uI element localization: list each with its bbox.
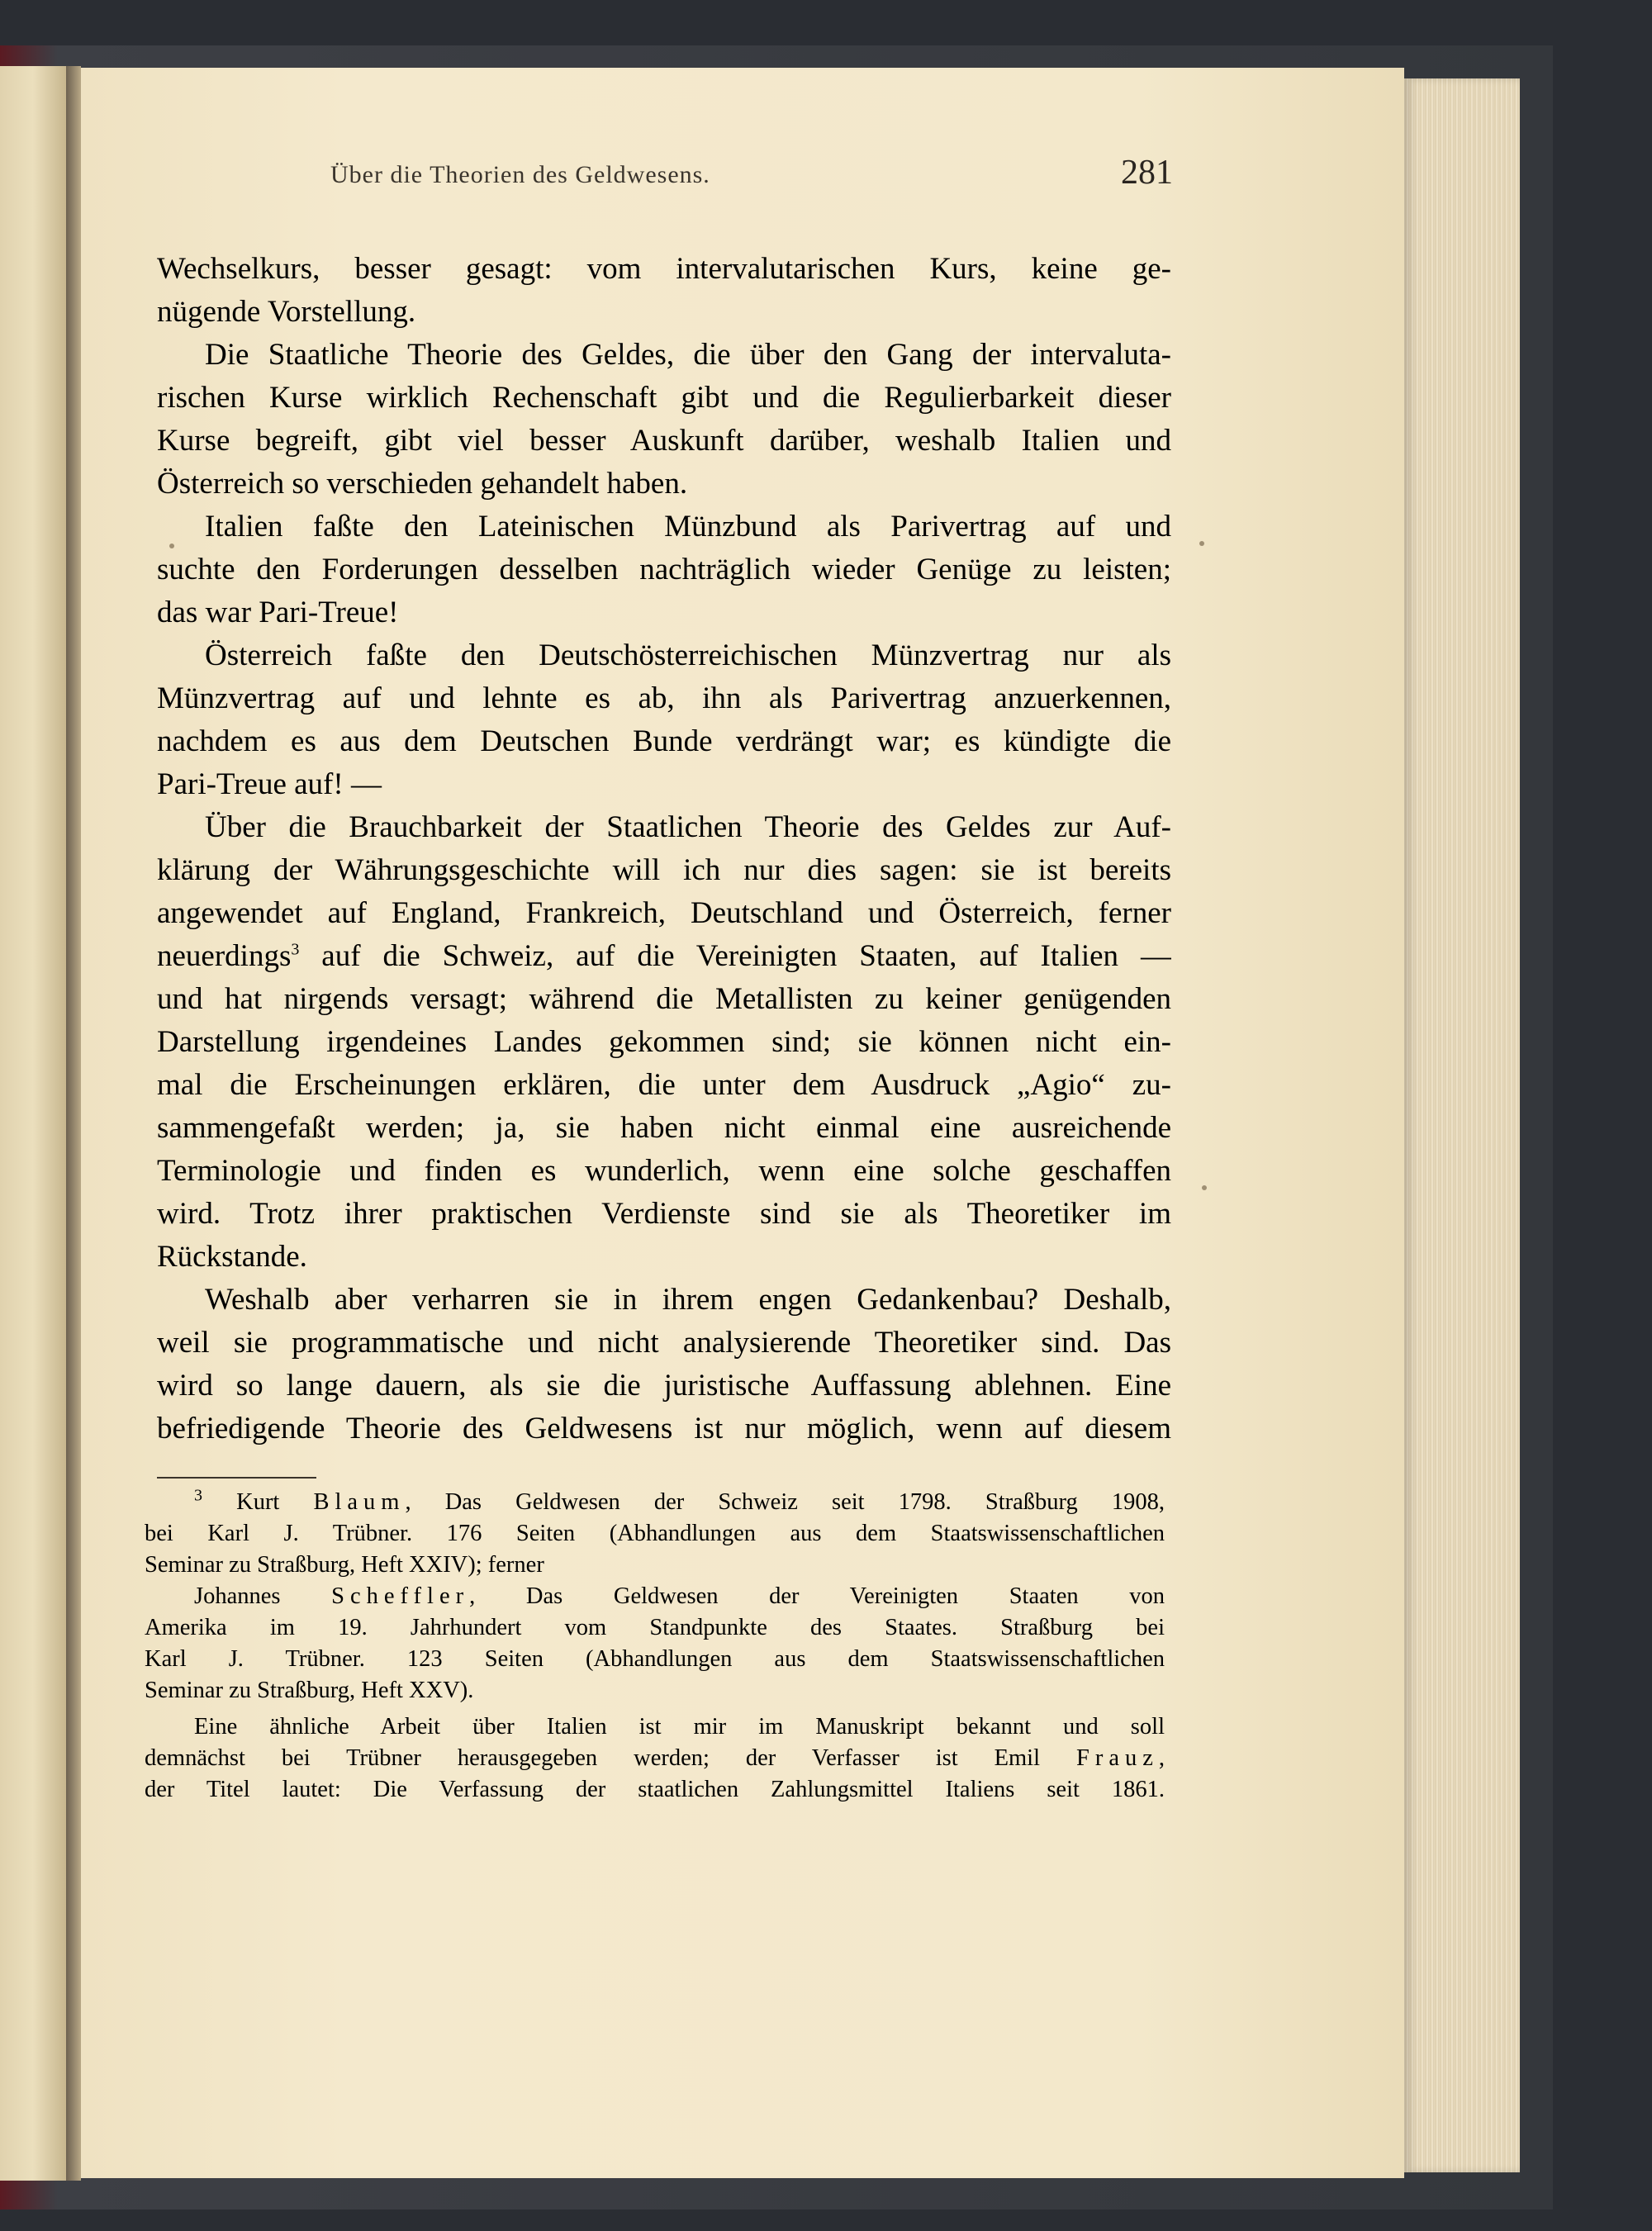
- text-line: Über die Brauchbarkeit der Staatlichen Theorie des Geldes zur Auf-: [205, 810, 1171, 844]
- author-last-name: Blaum: [313, 1489, 406, 1515]
- text-line: Österreich faßte den Deutschösterreichischen Münzvertrag nur als: [205, 638, 1171, 672]
- text-line: Italien faßte den Lateinischen Münzbund als Parivertrag auf und: [205, 510, 1171, 544]
- page-number: 281: [1121, 154, 1173, 192]
- text-line: und hat nirgends versagt; während die Metallisten zu keiner genügenden: [157, 982, 1171, 1016]
- running-title: Über die Theorien des Geldwesens.: [330, 161, 710, 188]
- author-first-name: Johannes: [194, 1583, 281, 1609]
- text-line: rischen Kurse wirklich Rechenschaft gibt und die Regulierbarkeit dieser: [157, 381, 1171, 415]
- footnote-line: der Titel lautet: Die Verfassung der staatlichen Zahlungsmittel Italiens seit 1861.: [145, 1777, 1165, 1802]
- text-line: das war Pari-Treue!: [157, 596, 399, 629]
- text-line-with-footnote-ref: [157, 935, 1171, 978]
- footnote-punct: ,: [1158, 1745, 1165, 1771]
- footnote-line: Seminar zu Straßburg, Heft XXIV); ferner: [145, 1552, 544, 1578]
- text-line-rest: auf die Schweiz, auf die Vereinigten Staaten, auf Italien —: [321, 939, 1171, 973]
- margin-dot: [1202, 1185, 1207, 1190]
- facing-page-edge: [0, 66, 66, 2181]
- text-line: befriedigende Theorie des Geldwesens ist nur möglich, wenn auf diesem: [157, 1412, 1171, 1445]
- author-first-name: Kurt: [236, 1489, 280, 1515]
- footnote-line: [145, 1743, 1165, 1774]
- text-line: Kurse begreift, gibt viel besser Auskunft darüber, weshalb Italien und: [157, 424, 1171, 458]
- text-line: Münzvertrag auf und lehnte es ab, ihn als Parivertrag anzuerkennen,: [157, 681, 1171, 715]
- footnote-divider: [157, 1477, 316, 1479]
- footnote-line: bei Karl J. Trübner. 176 Seiten (Abhandlungen aus dem Staatswissenschaftlichen: [145, 1521, 1165, 1546]
- author-last-name: Scheffler: [331, 1583, 470, 1609]
- text-line: nügende Vorstellung.: [157, 295, 416, 329]
- text-line: weil sie programmatische und nicht analysierende Theoretiker sind. Das: [157, 1326, 1171, 1360]
- text-line: Rückstande.: [157, 1240, 307, 1274]
- page-block-edges: [1404, 78, 1520, 2172]
- page-header: [330, 145, 1173, 194]
- margin-dot: [169, 544, 174, 548]
- footnote-line: Seminar zu Straßburg, Heft XXV).: [145, 1678, 474, 1703]
- footnote-marker: 3: [194, 1487, 202, 1505]
- text-line: Die Staatliche Theorie des Geldes, die über den Gang der intervaluta-: [205, 338, 1171, 372]
- text-line: wird. Trotz ihrer praktischen Verdienste sind sie als Theoretiker im: [157, 1197, 1171, 1231]
- author-name: Frauz: [1075, 1745, 1159, 1771]
- word-neuerdings: neuerdings: [157, 939, 292, 973]
- text-line: Wechselkurs, besser gesagt: vom intervalutarischen Kurs, keine ge-: [157, 252, 1171, 286]
- text-line: angewendet auf England, Frankreich, Deutschland und Österreich, ferner: [157, 896, 1171, 930]
- footnote-text: demnächst bei Trübner herausgegeben werden; der Verfasser ist Emil: [145, 1745, 1041, 1771]
- main-text: [157, 248, 1171, 1450]
- footnote-line: [145, 1487, 1165, 1518]
- text-line: mal die Erscheinungen erklären, die unter dem Ausdruck „Agio“ zu-: [157, 1068, 1171, 1102]
- footnote-reference[interactable]: 3: [291, 940, 300, 959]
- footnote-line: Amerika im 19. Jahrhundert vom Standpunkte des Staates. Straßburg bei: [145, 1615, 1165, 1640]
- text-line: klärung der Währungsgeschichte will ich nur dies sagen: sie ist bereits: [157, 853, 1171, 887]
- margin-dot: [1199, 541, 1204, 546]
- text-line: Darstellung irgendeines Landes gekommen sind; sie können nicht ein-: [157, 1025, 1171, 1059]
- text-line: nachdem es aus dem Deutschen Bunde verdrängt war; es kündigte die: [157, 724, 1171, 758]
- footnote-line: Karl J. Trübner. 123 Seiten (Abhandlungen aus dem Staatswissenschaftlichen: [145, 1646, 1165, 1672]
- text-line: Österreich so verschieden gehandelt haben.: [157, 467, 688, 501]
- book-gutter: [66, 66, 81, 2181]
- text-line: wird so lange dauern, als sie die juristische Auffassung ablehnen. Eine: [157, 1369, 1171, 1403]
- text-line: Terminologie und finden es wunderlich, wenn eine solche geschaffen: [157, 1154, 1171, 1188]
- footnote-line: Eine ähnliche Arbeit über Italien ist mir im Manuskript bekannt und soll: [194, 1714, 1165, 1740]
- text-line: Weshalb aber verharren sie in ihrem engen Gedankenbau? Deshalb,: [205, 1283, 1171, 1317]
- footnote-line: [145, 1581, 1165, 1612]
- text-line: suchte den Forderungen desselben nachträglich wieder Genüge zu leisten;: [157, 553, 1171, 586]
- footnote-text: , Das Geldwesen der Vereinigten Staaten von: [469, 1583, 1165, 1609]
- text-line: sammengefaßt werden; ja, sie haben nicht einmal eine ausreichende: [157, 1111, 1171, 1145]
- text-line: Pari-Treue auf! —: [157, 767, 382, 801]
- footnote-text: , Das Geldwesen der Schweiz seit 1798. Straßburg 1908,: [405, 1489, 1165, 1515]
- footnotes: [145, 1487, 1165, 1806]
